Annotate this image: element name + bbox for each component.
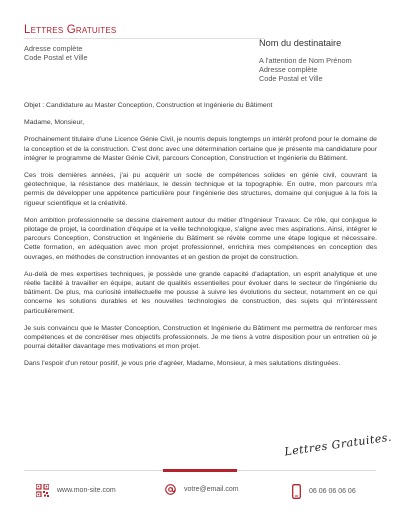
letter-paragraph: Mon ambition professionnelle se dessine clairement autour du métier d'Ingénieur Travaux. Ce rôle, qui conjugue le pilotage de projet, la coordination d'équipe et la veille technologique, s'aligne avec mes aspirations. Ainsi, intégrer le parcours Conception, Construction et Ingénierie du Bâtiment se révèle comme une étape logique et nécessaire. Cette formation, en adéquation avec mon projet professionnel, enrichira mes compétences en conception des ouvrages, en méthodes de construction innovantes et en gestion de projet de construction.	[24, 216, 377, 261]
signature: Lettres Gratuites.	[283, 430, 393, 459]
mobile-phone-icon	[292, 484, 309, 499]
footer-phone-text: 06 06 06 06 06	[309, 488, 356, 495]
footer-website-text: www.mon-site.com	[57, 487, 116, 494]
sender-address: Adresse complète	[24, 44, 83, 53]
recipient-block	[259, 38, 352, 84]
letter-greeting: Madame, Monsieur,	[24, 119, 85, 127]
letter-paragraph: Prochainement titulaire d'une Licence Génie Civil, je nourris depuis longtemps un intérêt profond pour le domaine de la conception et de la construction. C'est donc avec une détermination certaine que je présente ma candidature pour intégrer le programme de Master Génie Civil, parcours Conception, Construction et Ingénierie du Bâtiment.	[24, 136, 377, 162]
at-sign-icon	[165, 484, 184, 495]
footer-email[interactable]	[165, 484, 239, 495]
letter-subject: Objet : Candidature au Master Conception, Construction et Ingénierie du Bâtiment	[24, 102, 273, 109]
brand-logo: Lettres Gratuites	[24, 24, 117, 36]
recipient-name: Nom du destinataire	[259, 38, 342, 48]
recipient-address: Adresse complète	[259, 65, 318, 75]
letter-body	[24, 101, 377, 377]
sender-block	[24, 44, 88, 62]
qr-code-icon	[36, 484, 57, 497]
footer-accent-bar	[163, 469, 237, 472]
header-divider	[24, 38, 264, 39]
recipient-postal: Code Postal et Ville	[259, 74, 323, 84]
letter-paragraph: Je suis convaincu que le Master Conception, Construction et Ingénierie du Bâtiment me permettra de renforcer mes compétences et de concrétiser mes objectifs professionnels. Je me tiens à votre disposition pour un entretien où je pourrai détailler davantage mes motivations et mon projet.	[24, 324, 377, 351]
footer-email-text: votre@email.com	[184, 486, 239, 493]
footer-phone[interactable]	[292, 484, 356, 499]
letter-paragraph: Ces trois dernières années, j'ai pu acquérir un socle de compétences solides en génie civil, couvrant la géotechnique, la résistance des matériaux, le dessin technique et la topographie. En outre, mon parcours m'a permis de développer une appétence particulière pour l'ingénierie des structures, domaine qui conjugue à la fois la rigueur scientifique et la créativité.	[24, 172, 377, 207]
footer-website[interactable]	[36, 484, 116, 497]
recipient-attention: A l'attention de Nom Prénom	[259, 56, 352, 65]
letter-paragraph: Au-delà de mes expertises techniques, je possède une grande capacité d'adaptation, un esprit analytique et une réelle facilité à travailler en équipe, autant de qualités essentielles pour évoluer dans le secteur de l'ingénierie du bâtiment. De plus, ma curiosité intellectuelle me pousse à suivre les évolutions du secteur, notamment en ce qui concerne les solutions durables et les nouvelles technologies de construction, des sujets qui m'intéressent particulièrement.	[24, 270, 377, 315]
letter-closing: Dans l'espoir d'un retour positif, je vous prie d'agréer, Madame, Monsieur, à mes salutations distinguées.	[24, 360, 341, 368]
sender-postal: Code Postal et Ville	[24, 53, 88, 63]
